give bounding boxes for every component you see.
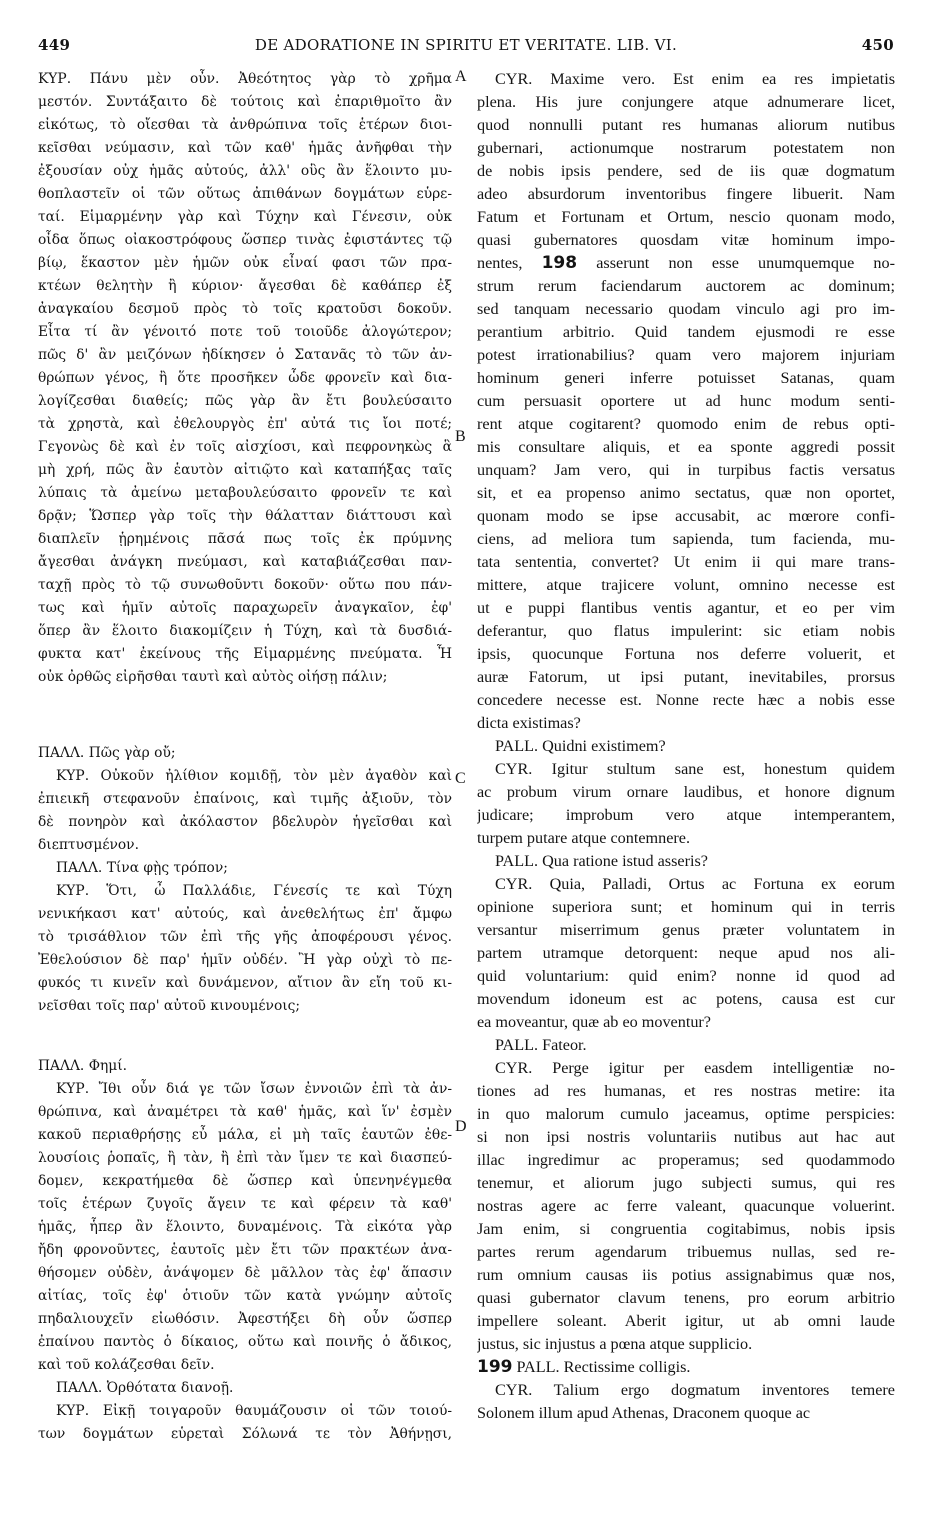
latin-line: quod nonnulli putant res humanas aliorum nutibus [477, 116, 895, 134]
greek-line: Ἐθελούσιον δὲ παρ' ἡμῖν οὐδέν. Ἢ γὰρ οὐχὶ τὸ πε- [38, 952, 452, 968]
greek-line: θοπλαστεῖν οἱ τῶν οὕτως ἀπιθάνων δογμάτων εὑρε- [38, 186, 452, 202]
latin-line: rent atque cogitarent? quomodo enim de rebus opti- [477, 415, 895, 433]
greek-line: ΚΥΡ. Οὐκοῦν ἠλίθιον κομιδῇ, τὸν μὲν ἀγαθὸν καὶ [56, 768, 452, 784]
latin-line: ciens, ad meliora tum sapienda, tum facienda, mu- [477, 530, 895, 548]
running-title: DE ADORATIONE IN SPIRITU ET VERITATE. LIB. VI. [254, 36, 678, 54]
greek-line: ἐπιεικῆ στεφανοῦν ἐπαίνοις, καὶ τιμῆς ἀξιοῦν, τὸν [38, 791, 452, 807]
latin-line: plena. His jure conjungere atque adnumerare licet, [477, 93, 895, 111]
latin-line: tiones ad res humanas, et res nostras metire: ita [477, 1082, 895, 1100]
greek-line: αἰτίας, τοῖς ἐφ' ὁτιοῦν τῶν κατὰ γνώμην αὐτοῖς [38, 1288, 452, 1304]
running-header [38, 36, 894, 60]
greek-line: ἡμᾶς, ἧπερ ἂν ἕλοιντο, δυναμένοις. Τὰ εἰκότα γὰρ [38, 1219, 452, 1235]
margin-letter-d: D [455, 1118, 467, 1135]
page-number-right: 450 [861, 36, 894, 54]
greek-line: φυκός τι κινεῖν καὶ δυνάμενον, αἴτιον ἂν εἴη τοῦ κι- [38, 975, 452, 991]
latin-line: mis consultare aliquis, et ea sponte aggredi possit [477, 438, 895, 456]
latin-line: movendum idoneum est ac potens, causa est cur [477, 990, 895, 1008]
greek-line: ταχῇ πρὸς τὸ τῷ συνωθοῦντι δοκοῦν· οὕτω που πάν- [38, 577, 452, 593]
greek-line: καὶ τοῦ κολάζεσθαι δεῖν. [38, 1357, 215, 1373]
greek-line: Εἶτα τί ἂν γένοιτό ποτε τοῦ τοιοῦδε ἀλογώτερον; [38, 324, 452, 340]
margin-letter-b: B [455, 428, 466, 445]
greek-line: δομεν, κεκρατήμεθα δὲ ὥσπερ καὶ ὑπενηνέγμεθα [38, 1173, 452, 1189]
greek-line: κεῖσθαι νεύμασιν, καὶ τῶν καθ' ἡμᾶς ἀνῆφθαι τὴν [38, 140, 452, 156]
latin-line: perantium arbitrio. Quid tandem ejusmodi re esse [477, 323, 895, 341]
greek-speaker-line: ΠΑΛΛ. Τίνα φῂς τρόπον; [56, 860, 228, 876]
latin-speaker-line: PALL. Quidni existimem? [495, 737, 666, 755]
marginal-number-198: 198 [541, 253, 578, 273]
latin-line: versantur miserrimum genus præter voluntatem in [477, 921, 895, 939]
latin-line: mittere, atque trajicere volunt, omnino necesse est [477, 576, 895, 594]
greek-line: οἶδα ὅπως οἰακοστρόφους ὥσπερ τινὰς ἐφιστάντες τῷ [38, 232, 452, 248]
greek-line: των δογμάτων εὑρεταὶ Σόλωνά τε τὸν Ἀθήνῃσι, [38, 1426, 452, 1442]
latin-line: potest irrationabilius? quam vero majorem injuriam [477, 346, 895, 364]
greek-line: τοῖς ἑτέρων ζυγοῖς ἄγειν τε καὶ φέρειν τὰ καθ' [38, 1196, 452, 1212]
greek-line: φυκτα κατ' ἐκείνους τῆς Εἱμαρμένης πνεύματα. Ἦ [38, 646, 452, 662]
latin-line: ipsis, quocunque Fortuna nos deferre voluerit, et [477, 645, 895, 663]
latin-line: cum persuasit oportere ut ad hunc modum senti- [477, 392, 895, 410]
greek-line: οὐκ ὀρθῶς εἰρῆσθαι ταυτὶ καὶ αὐτὸς οἰήσῃ πάλιν; [38, 669, 388, 685]
greek-line: ἐπαίνου παντὸς ὁ δίκαιος, οὕτω καὶ ποινῆς ὁ ἄδικος, [38, 1334, 452, 1350]
latin-line: Fatum et Fortunam et Ortum, nescio quonam modo, [477, 208, 895, 226]
greek-speaker-line: ΠΑΛΛ. Φημί. [38, 1058, 128, 1074]
latin-line: deferantur, quo flatus impulerint: sic etiam nobis [477, 622, 895, 640]
marginal-number-199: 199 [477, 1357, 513, 1377]
latin-line: hominum generi inferre potuisset Satanas, quam [477, 369, 895, 387]
greek-line: νενικήκασι κατ' αὐτούς, καὶ ἀνεθελήτως ἐπ' ἄμφω [38, 906, 452, 922]
greek-line: λογίζεσθαι διαθείς; πῶς γὰρ ἂν ἔτι βουλεύσαιτο [38, 393, 452, 409]
greek-line: ἤδη φρονοῦντες, ἑαυτοῖς μὲν ἔτι τῶν πρακτέων ἀνα- [38, 1242, 452, 1258]
latin-line: sed tanquam necessario quodam vinculo agi pro im- [477, 300, 895, 318]
latin-segment: asserunt non esse unumquemque no- [596, 254, 895, 272]
greek-line: μὴ χρή, πῶς ἂν ἑαυτὸν αἰτιῷτο καὶ καταπήξας ταῖς [38, 462, 452, 478]
greek-line: θρώπινα, καὶ ἀναμέτρει τὰ καθ' ἡμᾶς, καὶ ἵν' ἐσμὲν [38, 1104, 452, 1120]
margin-letter-c: C [455, 770, 466, 787]
latin-segment: nentes, [477, 254, 523, 272]
latin-line: strum rerum faciendarum auctorem ac dominum; [477, 277, 895, 295]
greek-line: πηδαλιουχεῖν εἰωθόσιν. Ἀφεστήξει δὴ οὖν ὥσπερ [38, 1311, 452, 1327]
latin-line: opinione superiora sunt; et hominum qui in terris [477, 898, 895, 916]
latin-line: quonam modo se ipse accusabit, ac mœrore confi- [477, 507, 895, 525]
greek-line: δὲ πονηρὸν καὶ ἀκόλαστον βδελυρὸν ἡγεῖσθαι καὶ [38, 814, 452, 830]
page-number-left: 449 [38, 36, 71, 54]
latin-line: sit, et ea propenso animo sectatus, quæ non oportet, [477, 484, 895, 502]
greek-line: διαπλεῖν ᾑρημένοις πᾶσά πως τοῖς ἐκ πρύμνης [38, 531, 452, 547]
greek-line: θρώπων γένος, ἢ ὅτε προσῆκεν ὧδε φρονεῖν καὶ δια- [38, 370, 452, 386]
latin-line: judicare; improbum vero atque intemperantem, [477, 806, 895, 824]
greek-line: κακοῦ περιαθρήσῃς εὖ μάλα, εἰ μὴ ταῖς ἑαυτῶν ἐθε- [38, 1127, 452, 1143]
latin-line: partem utramque detorquent: neque apud nos ali- [477, 944, 895, 962]
greek-line: ΚΥΡ. Ἴθι οὖν διά γε τῶν ἴσων ἐννοιῶν ἐπὶ τὰ ἀν- [56, 1081, 452, 1097]
greek-line: βίῳ, ἕκαστον μὲν ἡμῶν οὐκ εἶναί φασι τῶν πρα- [38, 255, 452, 271]
latin-line: ut e puppi flantibus ventis agantur, et eo per vim [477, 599, 895, 617]
latin-line: CYR. Perge igitur per easdem intelligentiæ no- [495, 1059, 895, 1077]
latin-line: quasi gubernator clavum tenens, pro eorum arbitrio [477, 1289, 895, 1307]
greek-line: δρᾷν; Ὥσπερ γὰρ τοῖς τὴν θάλατταν διάττουσι καὶ [38, 508, 452, 524]
latin-line: nostras agere ac ferre valeant, quacunque voluerint. [477, 1197, 895, 1215]
latin-line: tata sententia, convertet? Ut enim ii qui mare trans- [477, 553, 895, 571]
greek-line: ΚΥΡ. Πάνυ μὲν οὖν. Ἀθεότητος γὰρ τὸ χρῆμα [38, 71, 452, 87]
latin-line: CYR. Igitur stultum sane est, honestum quidem [495, 760, 895, 778]
greek-line: κτέων θελητὴν ἢ κύριον· ἄγεσθαι δὲ καθάπερ ἐξ [38, 278, 452, 294]
latin-line: Jam enim, si congruentia cogitabimus, nobis ipsis [477, 1220, 895, 1238]
latin-line: illac ingredimur ac properamus; sed quodammodo [477, 1151, 895, 1169]
margin-letter-a: A [455, 68, 467, 85]
latin-speaker-segment: PALL. Rectissime colligis. [516, 1358, 691, 1376]
latin-line: concedere necesse est. Nonne recte hæc a nobis esse [477, 691, 895, 709]
latin-line: CYR. Talium ergo dogmatum inventores temere [495, 1381, 895, 1399]
greek-line: ΚΥΡ. Εἰκῇ τοιγαροῦν θαυμάζουσιν οἱ τῶν τοιού- [56, 1403, 452, 1419]
greek-line: τὰ χρηστὰ, καὶ ἐθελουργὸς ἐπ' αὐτά τις ἴοι ποτέ; [38, 416, 452, 432]
latin-line: auræ Fatorum, ut ipsi putant, inevitabiles, prorsus [477, 668, 895, 686]
latin-line: si non ipsi nostris voluntariis nutibus aut hac aut [477, 1128, 895, 1146]
latin-line: CYR. Quia, Palladi, Ortus ac Fortuna ex eorum [495, 875, 895, 893]
greek-line: τως καὶ ἡμῖν αὐτοῖς παραχωρεῖν ἀναγκαῖον, ἐφ' [38, 600, 452, 616]
greek-line: θήσομεν οὐδὲν, ἀνάψομεν δὲ μᾶλλον τὰς ἐφ' ἅπασιν [38, 1265, 452, 1281]
greek-line: ὅπερ ἂν ἕλοιτο διακομίζειν ἡ Τύχη, καὶ τὰ δυσδιά- [38, 623, 452, 639]
latin-line: gubernari, actionumque nostrarum potestatem non [477, 139, 895, 157]
greek-line: διεπτυσμένον. [38, 837, 139, 853]
latin-line: adeo absurdorum inventoribus fingere libuerit. Nam [477, 185, 895, 203]
greek-line: πῶς δ' ἂν μειζόνων ἠδίκησεν ὁ Σατανᾶς τὸ τῶν ἀν- [38, 347, 452, 363]
latin-line: rum omnium causas iis potius assignabimus quæ nos, [477, 1266, 895, 1284]
greek-line: λουσίοις ῥοπαῖς, ἢ τὰν, ἢ ἐπὶ τὰν ἴμεν τε καὶ διασπεύ- [38, 1150, 452, 1166]
latin-line: partes rerum agendarum tribuemus nullas, sed re- [477, 1243, 895, 1261]
latin-line: Solonem illum apud Athenas, Draconem quoque ac [477, 1404, 811, 1422]
greek-line: λύπαις τὰ ἀμείνω μεταβουλεύσαιτο φρονεῖν τε καὶ [38, 485, 452, 501]
latin-line: quid voluntarium: quid enim? nonne id quod ad [477, 967, 895, 985]
greek-speaker-line: ΠΑΛΛ. Ὀρθότατα διανοῇ. [56, 1380, 234, 1396]
latin-line: unquam? Jam vero, qui in turpibus factis versatus [477, 461, 895, 479]
greek-line: ἄγεσθαι ἀνάγκη πνεύμασι, καὶ καταβιάζεσθαι παν- [38, 554, 452, 570]
greek-line: ΚΥΡ. Ὅτι, ὦ Παλλάδιε, Γένεσίς τε καὶ Τύχη [56, 883, 452, 899]
greek-line: ἀναγκαίου δεσμοῦ πρὸς τὸ τοῖς κρατοῦσι δοκοῦν. [38, 301, 452, 317]
greek-line: εἰκότως, τὸ οἴεσθαι τὰ ἀνθρώπινα τοῖς ἑτέρων διοι- [38, 117, 452, 133]
latin-line-with-number [477, 1356, 895, 1379]
latin-line: ac probum virum ornare laudibus, et honore dignum [477, 783, 895, 801]
latin-line: ea moveantur, quæ ab eo moventur? [477, 1013, 711, 1031]
greek-line: ταί. Εἱμαρμένην γὰρ καὶ Τύχην καὶ Γένεσιν, οὐκ [38, 209, 452, 225]
greek-line: νεῖσθαι τοῖς παρ' αὐτοῦ κινουμένοις; [38, 998, 301, 1014]
latin-line: impellere soleant. Aberit igitur, ut ab omni laude [477, 1312, 895, 1330]
latin-line: in quo malorum cumulo jaceamus, optime perspicies: [477, 1105, 895, 1123]
greek-speaker-line: ΠΑΛΛ. Πῶς γὰρ οὔ; [38, 745, 176, 761]
latin-line-with-number [477, 252, 895, 275]
latin-line: de nobis ipsis pendere, sed de iis quæ dogmatum [477, 162, 895, 180]
latin-line: turpem putare atque contemnere. [477, 829, 691, 847]
latin-speaker-line: PALL. Qua ratione istud asseris? [495, 852, 708, 870]
latin-line: CYR. Maxime vero. Est enim ea res impietatis [495, 70, 895, 88]
greek-line: ἐξουσίαν οὐχ ἡμᾶς αὐτούς, ἀλλ' οὓς ἂν ἕλοιντο μυ- [38, 163, 452, 179]
latin-line: quasi gubernatores quosdam vitæ hominum impo- [477, 231, 895, 249]
greek-line: τὸ τρισάθλιον τῶν ἐπὶ τῆς γῆς ἀποφέρουσι γένος. [38, 929, 452, 945]
latin-speaker-line: PALL. Fateor. [495, 1036, 587, 1054]
greek-line: μεστόν. Συντάξαιτο δὲ τούτοις καὶ ἐπαριθμοῖτο ἂν [38, 94, 452, 110]
greek-line: Γεγονὼς δὲ καὶ ἐν τοῖς αἰσχίοσι, καὶ πεφρονηκὼς ἃ [38, 439, 452, 455]
latin-line: tenemur, et aliorum jugo subjecti sumus, qui res [477, 1174, 895, 1192]
latin-line: justus, sic injustus a pœna atque supplicio. [477, 1335, 753, 1353]
latin-line: dicta existimas? [477, 714, 581, 732]
